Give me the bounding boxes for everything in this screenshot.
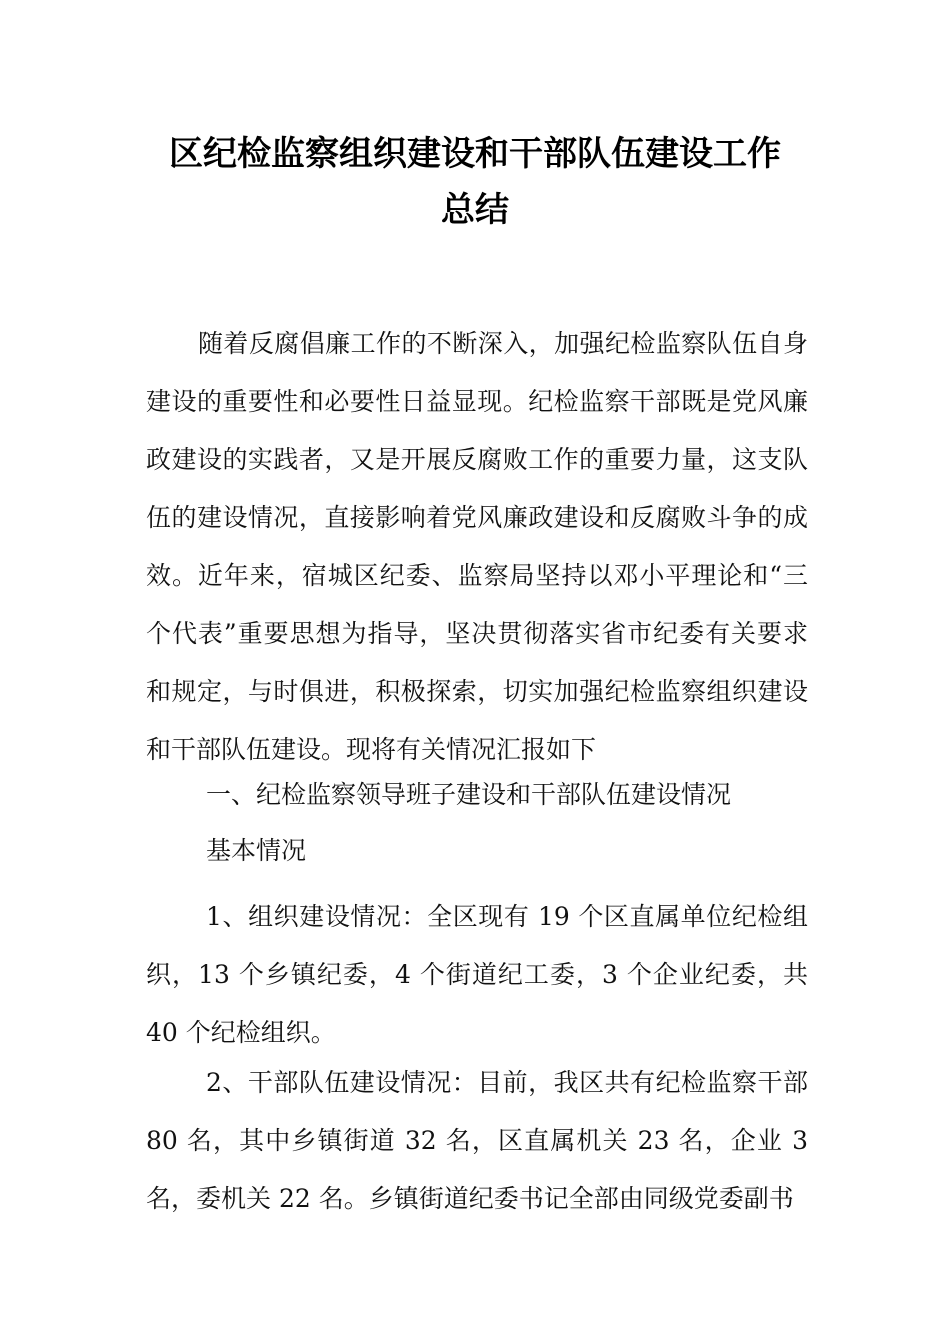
organization-paragraph: 1、组织建设情况：全区现有 19 个区直属单位纪检组织，13 个乡镇纪委，4 个街道纪工委，3 个企业纪委，共 40 个纪检组织。 — [146, 902, 808, 1047]
section-heading: 一、纪检监察领导班子建设和干部队伍建设情况 — [206, 780, 732, 809]
document-title-line-2: 总结 — [441, 190, 509, 230]
staff-paragraph: 2、干部队伍建设情况：目前，我区共有纪检监察干部 80 名，其中乡镇街道 32 名，区直属机关 23 名，企业 3 名，委机关 22 名。乡镇街道纪委书记全部由同级党委副书 — [146, 1068, 808, 1213]
subsection-heading: 基本情况 — [206, 836, 307, 865]
intro-paragraph: 随着反腐倡廉工作的不断深入，加强纪检监察队伍自身建设的重要性和必要性日益显现。纪检监察干部既是党风廉政建设的实践者，又是开展反腐败工作的重要力量，这支队伍的建设情况，直接影响着党风廉政建设和反腐败斗争的成效。近年来，宿城区纪委、监察局坚持以邓小平理论和“三个代表”重要思想为指导，坚决贯彻落实省市纪委有关要求和规定，与时俱进，积极探索，切实加强纪检监察组织建设和干部队伍建设。现将有关情况汇报如下 — [146, 329, 808, 764]
document-title-line-1: 区纪检监察组织建设和干部队伍建设工作 — [169, 134, 781, 174]
